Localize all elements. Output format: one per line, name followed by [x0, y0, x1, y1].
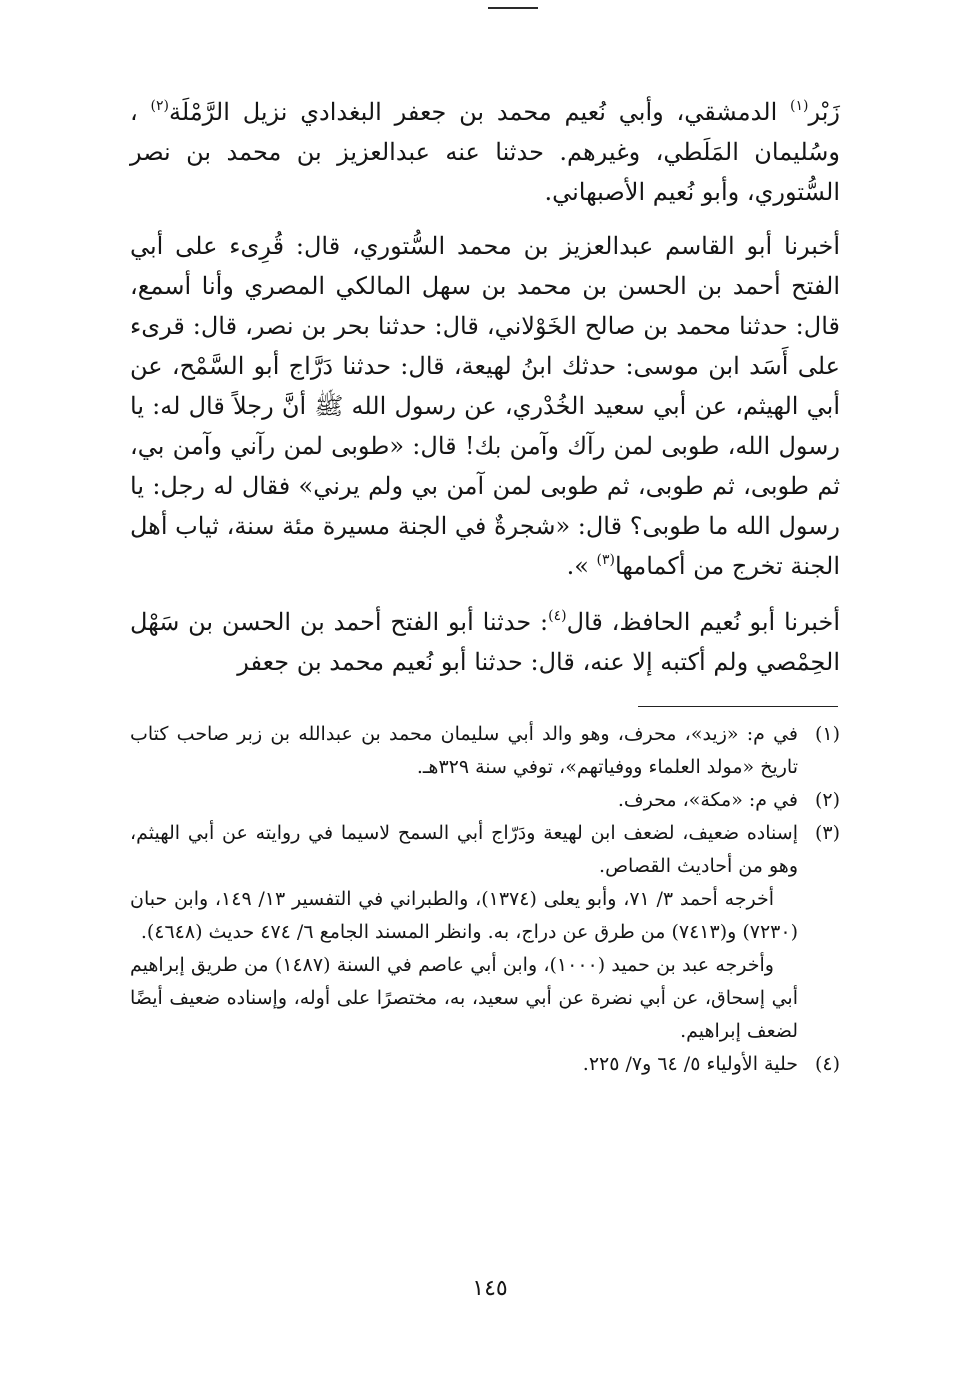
footnote-number: (٢)	[814, 789, 840, 811]
footnote-ref-4: (٤)	[548, 608, 567, 624]
top-rule	[488, 7, 538, 9]
paragraph-1	[130, 92, 840, 212]
footnote-text: في م: «مكة»، محرف.	[617, 789, 798, 811]
footnote-1	[130, 718, 840, 784]
p1-middle: الدمشقي، وأبي نُعيم محمد بن جعفر البغدادي نزيل الرَّمْلَة	[169, 98, 791, 126]
p3-after: : حدثنا أبو الفتح أحمد بن الحسن بن سَهْل الحِمْصي ولم أكتبه إلا عنه، قال: حدثنا أبو نُعيم محمد بن جعفر	[130, 608, 840, 676]
footnote-ref-1: (١)	[790, 98, 809, 114]
p2-text: أخبرنا أبو القاسم عبدالعزيز بن محمد السُّتوري، قال: قُرِىء على أبي الفتح أحمد بن الحسن بن محمد بن سهل المالكي المصري وأنا أسمع، قال: حدثنا محمد بن صالح الخَوْلاني، قال: حدثنا بحر بن نصر، قال: قرىء على أَسَد ابن موسى: حدثك ابنُ لهيعة، قال: حدثنا دَرَّاج أبو السَّمْح، عن أبي الهيثم، عن أبي سعيد الخُدْري، عن رسول الله ﷺ أنَّ رجلاً قال له: يا رسول الله، طوبى لمن رآك وآمن بك! قال: «طوبى لمن رآني وآمن بي، ثم طوبى، ثم طوبى، ثم طوبى لمن آمن بي ولم يرني» فقال له رجل: يا رسول الله ما طوبى؟ قال: «شجرةٌ في الجنة مسيرة مئة سنة، ثياب أهل الجنة تخرج من أكمامها	[129, 232, 840, 580]
footnote-number: (٣)	[814, 822, 840, 844]
footnote-text: في م: «زيد»، محرف، وهو والد أبي سليمان محمد بن عبدالله بن زبر صاحب كتاب تاريخ «مولد العلماء ووفياتهم»، توفي سنة ٣٢٩هـ.	[130, 723, 798, 778]
page-number: ١٤٥	[472, 1276, 508, 1301]
main-text	[130, 92, 840, 682]
footnote-sub-1: أخرجه أحمد ٣/ ٧١، وأبو يعلى (١٣٧٤)، والطبراني في التفسير ١٣/ ١٤٩، وابن حبان (٧٢٣٠) و(٧٤١٣) من طرق عن دراج، به. وانظر المسند الجامع ٦/ ٤٧٤ حديث (٤٦٤٨).	[130, 888, 798, 943]
p2-after: ».	[566, 552, 597, 580]
footnote-text: حلية الأولياء ٥/ ٦٤ و٧/ ٢٢٥.	[582, 1053, 798, 1075]
p1-after: ، وسُليمان المَلَطي، وغيرهم. حدثنا عنه عبدالعزيز بن محمد بن نصر السُّتوري، وأبو نُعيم الأصبهاني.	[130, 98, 840, 206]
footnote-2	[130, 784, 840, 817]
footnotes	[130, 718, 840, 1081]
paragraph-2	[130, 226, 840, 586]
footnote-ref-2: (٢)	[150, 98, 170, 114]
p3-before-ref4: أخبرنا أبو نُعيم الحافظ، قال	[566, 608, 840, 636]
footnote-3	[130, 817, 840, 1048]
footnote-body	[130, 817, 798, 1048]
footnote-text: إسناده ضعيف، لضعف ابن لهيعة ودَرّاج أبي السمح لاسيما في روايته عن أبي الهيثم، وهو من أحاديث القصاص.	[130, 822, 798, 877]
footnote-number: (٤)	[814, 1053, 840, 1075]
p1-before-ref1: زَبْر	[808, 98, 841, 126]
footnote-number: (١)	[814, 723, 840, 745]
footnote-4	[130, 1048, 840, 1081]
footnote-sub-2: وأخرجه عبد بن حميد (١٠٠٠)، وابن أبي عاصم في السنة (١٤٨٧) من طريق إبراهيم أبي إسحاق، عن أبي نضرة عن أبي سعيد، به، مختصرًا على أوله، وإسناده ضعيف أيضًا لضعف إبراهيم.	[130, 954, 798, 1042]
footnote-ref-3: (٣)	[596, 552, 615, 568]
paragraph-3	[130, 602, 840, 682]
footnote-separator	[638, 706, 838, 707]
